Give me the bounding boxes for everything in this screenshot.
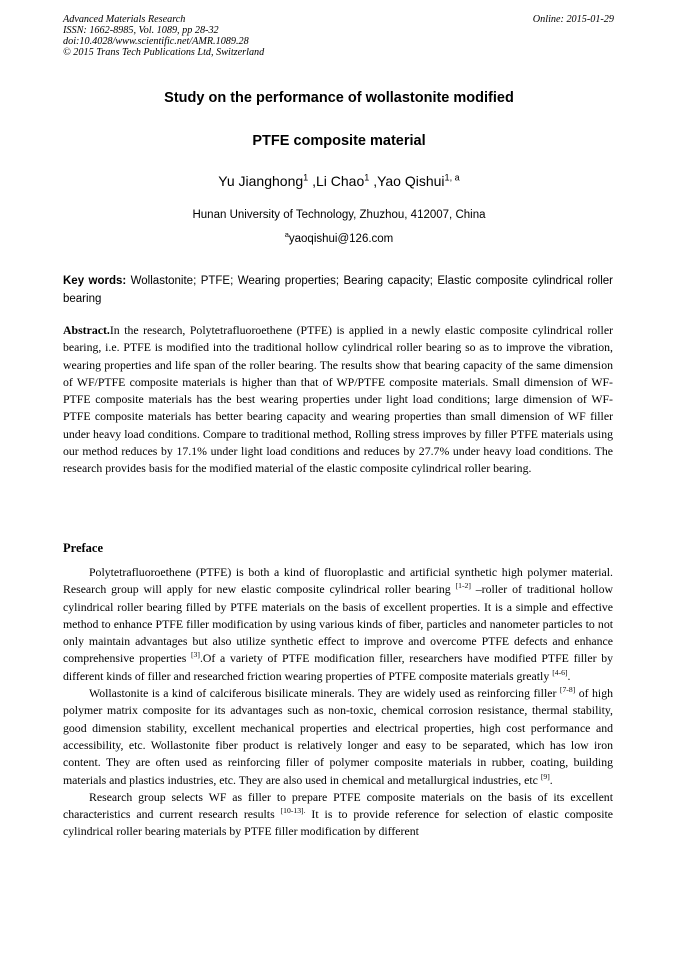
author-affiliation-mark: 1, a <box>444 172 460 183</box>
paper-title-line-2: PTFE composite material <box>252 133 426 149</box>
paragraph-text: . <box>549 772 553 787</box>
abstract-text: In the research, Polytetrafluoroethene (PTFE) is applied in a newly elastic composite cylindrical roller bearing, i.e. PTFE is modified into the traditional hollow cylindrical roller bearing so as to improve the vibration, wearing properties and life span of the roller bearing. The results show that bearing capacity of the same dimension of WF/PTFE composite materials is higher than that of WP/PTFE composite materials. Small dimension of WF-PTFE composite materials has the best wearing properties under light load conditions; large dimension of WF-PTFE composite materials has better bearing capacity and wearing properties than small dimension of WF filler under heavy load conditions. Compare to traditional method, Rolling stress improves by filler PTFE materials using our method reduces by 17.1% under light load conditions and reduces by 27.7% under heavy load conditions. The research provides basis for the modified material of the elastic composite cylindrical roller bearing. <box>63 323 613 476</box>
citation: [1-2] <box>455 581 471 591</box>
author-name: Yu Jianghong <box>218 173 304 189</box>
paragraph-text: .Of a variety of PTFE modification filler, researchers have modified PTFE filler by different kinds of filler and researched friction wearing properties of PTFE composite materials greatly <box>63 651 613 683</box>
paragraph-text: of high polymer matrix composite for its advantages such as non-toxic, chemical corrosion resistance, thermal stability, good dimension stability, excellent mechanical properties and electrical properties, high cost performance and accessibility, etc. Wollastonite fiber product is relatively longer and easy to be separated, which has low iron content. They are often used as reinforcing filler of polymer composite materials in rubber, coating, building materials and plastics industries, etc. They are also used in chemical and metallurgical industries, etc <box>63 686 613 787</box>
paragraph-text: . <box>567 668 571 683</box>
paragraph-text: Polytetrafluoroethene (PTFE) is both a kind of fluoroplastic and artificial synthetic high polymer material. Research group will apply for new elastic composite cylindrical roller bearing <box>63 565 613 597</box>
author-affiliation-mark: 1 <box>303 172 309 183</box>
author-list <box>0 173 678 189</box>
copyright-line: © 2015 Trans Tech Publications Ltd, Switzerland <box>63 47 265 58</box>
email-mark: a <box>284 230 289 240</box>
paragraph-text: It is to provide reference for selection of elastic composite cylindrical roller bearing materials by PTFE filler modification by different <box>63 807 613 839</box>
journal-info <box>63 14 264 58</box>
citation: [7-8] <box>559 685 576 695</box>
paragraph-text: Research group selects WF as filler to prepare PTFE composite materials on the basis of its excellent characteristics and current research results <box>63 789 613 822</box>
citation: [4-6] <box>552 667 568 677</box>
author-email <box>0 230 678 245</box>
keywords-text: Wollastonite; PTFE; Wearing properties; Bearing capacity; Elastic composite cylindrical roller bearing <box>63 275 613 305</box>
paragraph-text: Wollastonite is a kind of calciferous bisilicate minerals. They are widely used as reinforcing filler <box>89 686 560 701</box>
paragraph <box>63 789 613 841</box>
author-affiliation-mark: 1 <box>364 172 370 183</box>
keywords-label: Key words: <box>63 275 127 287</box>
journal-name: Advanced Materials Research <box>63 14 186 25</box>
section-heading-preface: Preface <box>63 541 104 555</box>
paragraph <box>63 685 613 789</box>
issn-line: ISSN: 1662-8985, Vol. 1089, pp 28-32 <box>63 25 219 36</box>
keywords <box>63 272 613 308</box>
paragraph <box>63 564 613 685</box>
author-name: ,Yao Qishui <box>369 173 445 189</box>
citation: [10-13]. <box>280 806 306 816</box>
abstract <box>63 322 613 478</box>
citation: [9] <box>540 771 550 781</box>
author-name: ,Li Chao <box>308 173 365 189</box>
online-date: Online: 2015-01-29 <box>532 14 614 25</box>
affiliation: Hunan University of Technology, Zhuzhou, 412007, China <box>192 209 486 221</box>
citation: [3] <box>191 650 200 660</box>
email-address: yaoqishui@126.com <box>288 233 394 245</box>
paragraph-text: –roller of traditional hollow cylindrical roller bearing filled by PTFE materials on the basis of excellent properties. It is a simple and effective method to enhance PTFE filler modification by using various kinds of fiber, particles and nanometer particles to not only maintain advantages but also utilize synthetic effect to improve and overcome PTFE defects and enhance comprehensive properties <box>63 582 613 666</box>
preface-section <box>63 564 613 841</box>
paper-title-line-1: Study on the performance of wollastonite modified <box>164 90 514 106</box>
doi-line: doi:10.4028/www.scientific.net/AMR.1089.28 <box>63 36 249 47</box>
abstract-label: Abstract. <box>63 323 110 337</box>
